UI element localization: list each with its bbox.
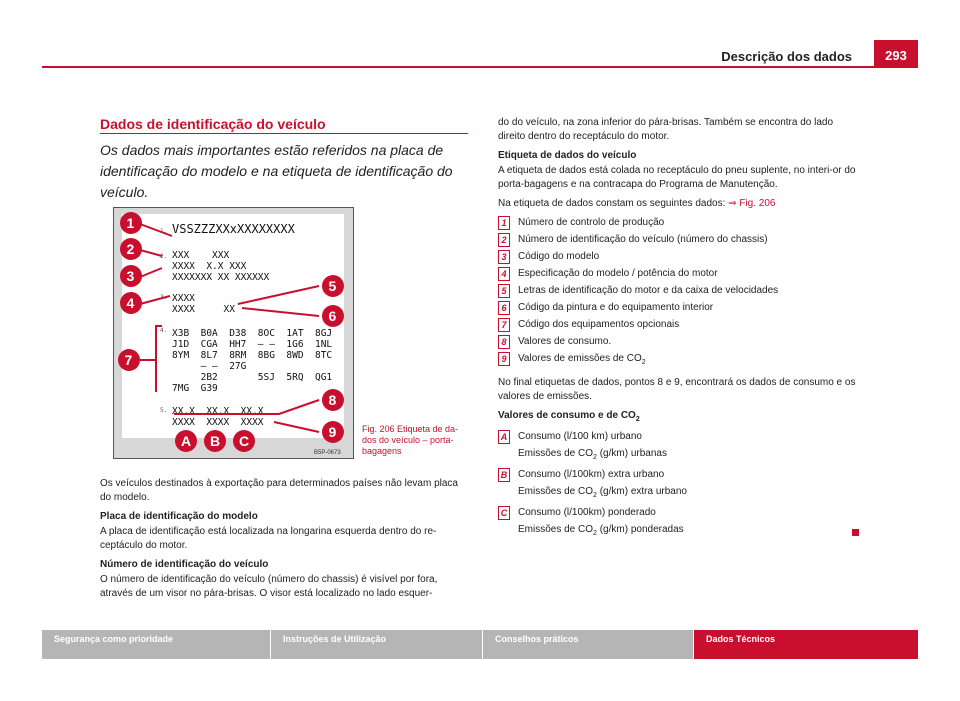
subheading-vin: Número de identificação do veículo bbox=[100, 559, 269, 570]
line-number: 1. bbox=[160, 228, 168, 235]
footer-tab-safety[interactable]: Segurança como prioridade bbox=[42, 630, 271, 659]
line-number: 5. bbox=[160, 407, 168, 414]
subheading-data-label: Etiqueta de dados do veículo bbox=[498, 150, 637, 161]
subheading-model-plate: Placa de identificação do modelo bbox=[100, 511, 258, 522]
list-item: A Consumo (l/100 km) urbano Emissões de $CO_2$ (g/km) urbanas bbox=[498, 428, 858, 466]
label-row: 7MG G39 bbox=[172, 383, 218, 394]
list-item: 1 Número de controlo de produção bbox=[498, 214, 858, 231]
line-number: 3. bbox=[160, 294, 168, 301]
label-row: XXXX X.X XXX bbox=[172, 261, 247, 272]
data-items-list bbox=[498, 214, 858, 371]
label-row: – – 27G bbox=[172, 361, 247, 372]
callout-b: B bbox=[210, 433, 221, 449]
item-marker: C bbox=[498, 506, 510, 520]
section-intro: Os dados mais importantes estão referidos na placa de identificação do modelo e na etiqueta de identificação do veículo. bbox=[100, 142, 453, 200]
end-of-section-mark bbox=[852, 529, 859, 536]
list-item: 8 Valores de consumo. bbox=[498, 333, 858, 350]
paragraph: A etiqueta de dados está colada no receptáculo do pneu suplente, no interi-or do porta-bagagens e na contracapa do Programa de Manutenção. bbox=[498, 165, 856, 190]
label-row: XX.X XX.X XX.X bbox=[172, 406, 264, 417]
paragraph: Na etiqueta de dados constam os seguintes dados: bbox=[498, 198, 726, 209]
left-column bbox=[100, 477, 468, 606]
section-rule bbox=[100, 133, 468, 134]
item-marker: 9 bbox=[498, 352, 510, 366]
footer-tab-tips[interactable]: Conselhos práticos bbox=[483, 630, 694, 659]
list-item: C Consumo (l/100km) ponderado Emissões de $CO_2$ (g/km) ponderadas bbox=[498, 504, 858, 542]
item-marker: B bbox=[498, 468, 510, 482]
item-marker: 4 bbox=[498, 267, 510, 281]
item-marker: 2 bbox=[498, 233, 510, 247]
list-item: 5 Letras de identificação do motor e da caixa de velocidades bbox=[498, 282, 858, 299]
label-row: XXXXXXX XX XXXXXX bbox=[172, 272, 270, 283]
label-row: XXXX bbox=[172, 293, 195, 304]
subheading-consumption: Valores de consumo e de $CO_2$ bbox=[498, 410, 640, 423]
callout-7: 7 bbox=[124, 352, 133, 368]
section-title: Dados de identificação do veículo bbox=[100, 116, 326, 132]
list-item: 6 Código da pintura e do equipamento interior bbox=[498, 299, 858, 316]
data-label-illustration bbox=[114, 208, 353, 458]
paragraph: No final etiquetas de dados, pontos 8 e 9, encontrará os dados de consumo e os valores de emissões. bbox=[498, 377, 856, 402]
item-marker: 1 bbox=[498, 216, 510, 230]
callout-4: 4 bbox=[126, 295, 135, 311]
label-row: X3B B0A D38 8OC 1AT 8GJ bbox=[172, 328, 333, 339]
callout-c: C bbox=[239, 433, 250, 449]
vehicle-data-label-figure bbox=[113, 207, 354, 459]
item-marker: 3 bbox=[498, 250, 510, 264]
right-column bbox=[498, 116, 858, 547]
callout-a: A bbox=[181, 433, 192, 449]
label-row: 8YM 8L7 8RM 8BG 8WD 8TC bbox=[172, 350, 333, 361]
footer-tab-instructions[interactable]: Instruções de Utilização bbox=[271, 630, 483, 659]
running-header-title: Descrição dos dados bbox=[721, 49, 852, 64]
paragraph: O número de identificação do veículo (número do chassis) é visível por fora, através de um visor no pára-brisas. O visor está localizado no lado esquer- bbox=[100, 574, 438, 599]
callout-2: 2 bbox=[126, 241, 135, 257]
callout-1: 1 bbox=[126, 215, 135, 231]
item-marker: A bbox=[498, 430, 510, 444]
callout-9: 9 bbox=[328, 424, 337, 440]
paragraph: Os veículos destinados à exportação para determinados países não levam placa do modelo. bbox=[100, 478, 458, 503]
label-row: J1D CGA HH7 – – 1G6 1NL bbox=[172, 339, 333, 350]
callout-5: 5 bbox=[328, 278, 337, 294]
figure-code: B5P-0673 bbox=[314, 450, 341, 456]
list-item: B Consumo (l/100km) extra urbano Emissões de $CO_2$ (g/km) extra urbano bbox=[498, 466, 858, 504]
list-item: 3 Código do modelo bbox=[498, 248, 858, 265]
callout-3: 3 bbox=[126, 268, 135, 284]
header-rule bbox=[42, 66, 918, 68]
list-item: 4 Especificação do modelo / potência do motor bbox=[498, 265, 858, 282]
label-row: 2B2 5SJ 5RQ QG1 bbox=[172, 372, 333, 383]
line-number: 2. bbox=[160, 253, 168, 260]
figure-caption: Fig. 206 Etiqueta de da-dos do veículo – porta-bagagens bbox=[362, 424, 459, 456]
page-number: 293 bbox=[874, 40, 918, 66]
list-item: 2 Número de identificação do veículo (número do chassis) bbox=[498, 231, 858, 248]
label-row: XXX XXX bbox=[172, 250, 230, 261]
item-marker: 7 bbox=[498, 318, 510, 332]
item-marker: 8 bbox=[498, 335, 510, 349]
values-list bbox=[498, 428, 858, 542]
line-number: 4. bbox=[160, 327, 168, 334]
vin-row: VSSZZZXXxXXXXXXXX bbox=[172, 222, 295, 236]
label-row: XXXX XX bbox=[172, 304, 235, 315]
label-row: XXXX XXXX XXXX bbox=[172, 417, 264, 428]
list-item: 9 Valores de emissões de $CO_2$ bbox=[498, 350, 858, 371]
callout-6: 6 bbox=[328, 308, 337, 324]
chapter-footer-tabs bbox=[42, 630, 918, 659]
list-item: 7 Código dos equipamentos opcionais bbox=[498, 316, 858, 333]
paragraph: do do veículo, na zona inferior do pára-brisas. Também se encontra do lado direito dentro do receptáculo do motor. bbox=[498, 117, 834, 142]
item-marker: 5 bbox=[498, 284, 510, 298]
footer-tab-technical-data[interactable]: Dados Técnicos bbox=[694, 630, 918, 659]
callout-8: 8 bbox=[328, 392, 337, 408]
item-marker: 6 bbox=[498, 301, 510, 315]
paragraph: A placa de identificação está localizada na longarina esquerda dentro do re-ceptáculo do motor. bbox=[100, 526, 437, 551]
figure-link[interactable]: ⇒ Fig. 206 bbox=[728, 198, 776, 209]
